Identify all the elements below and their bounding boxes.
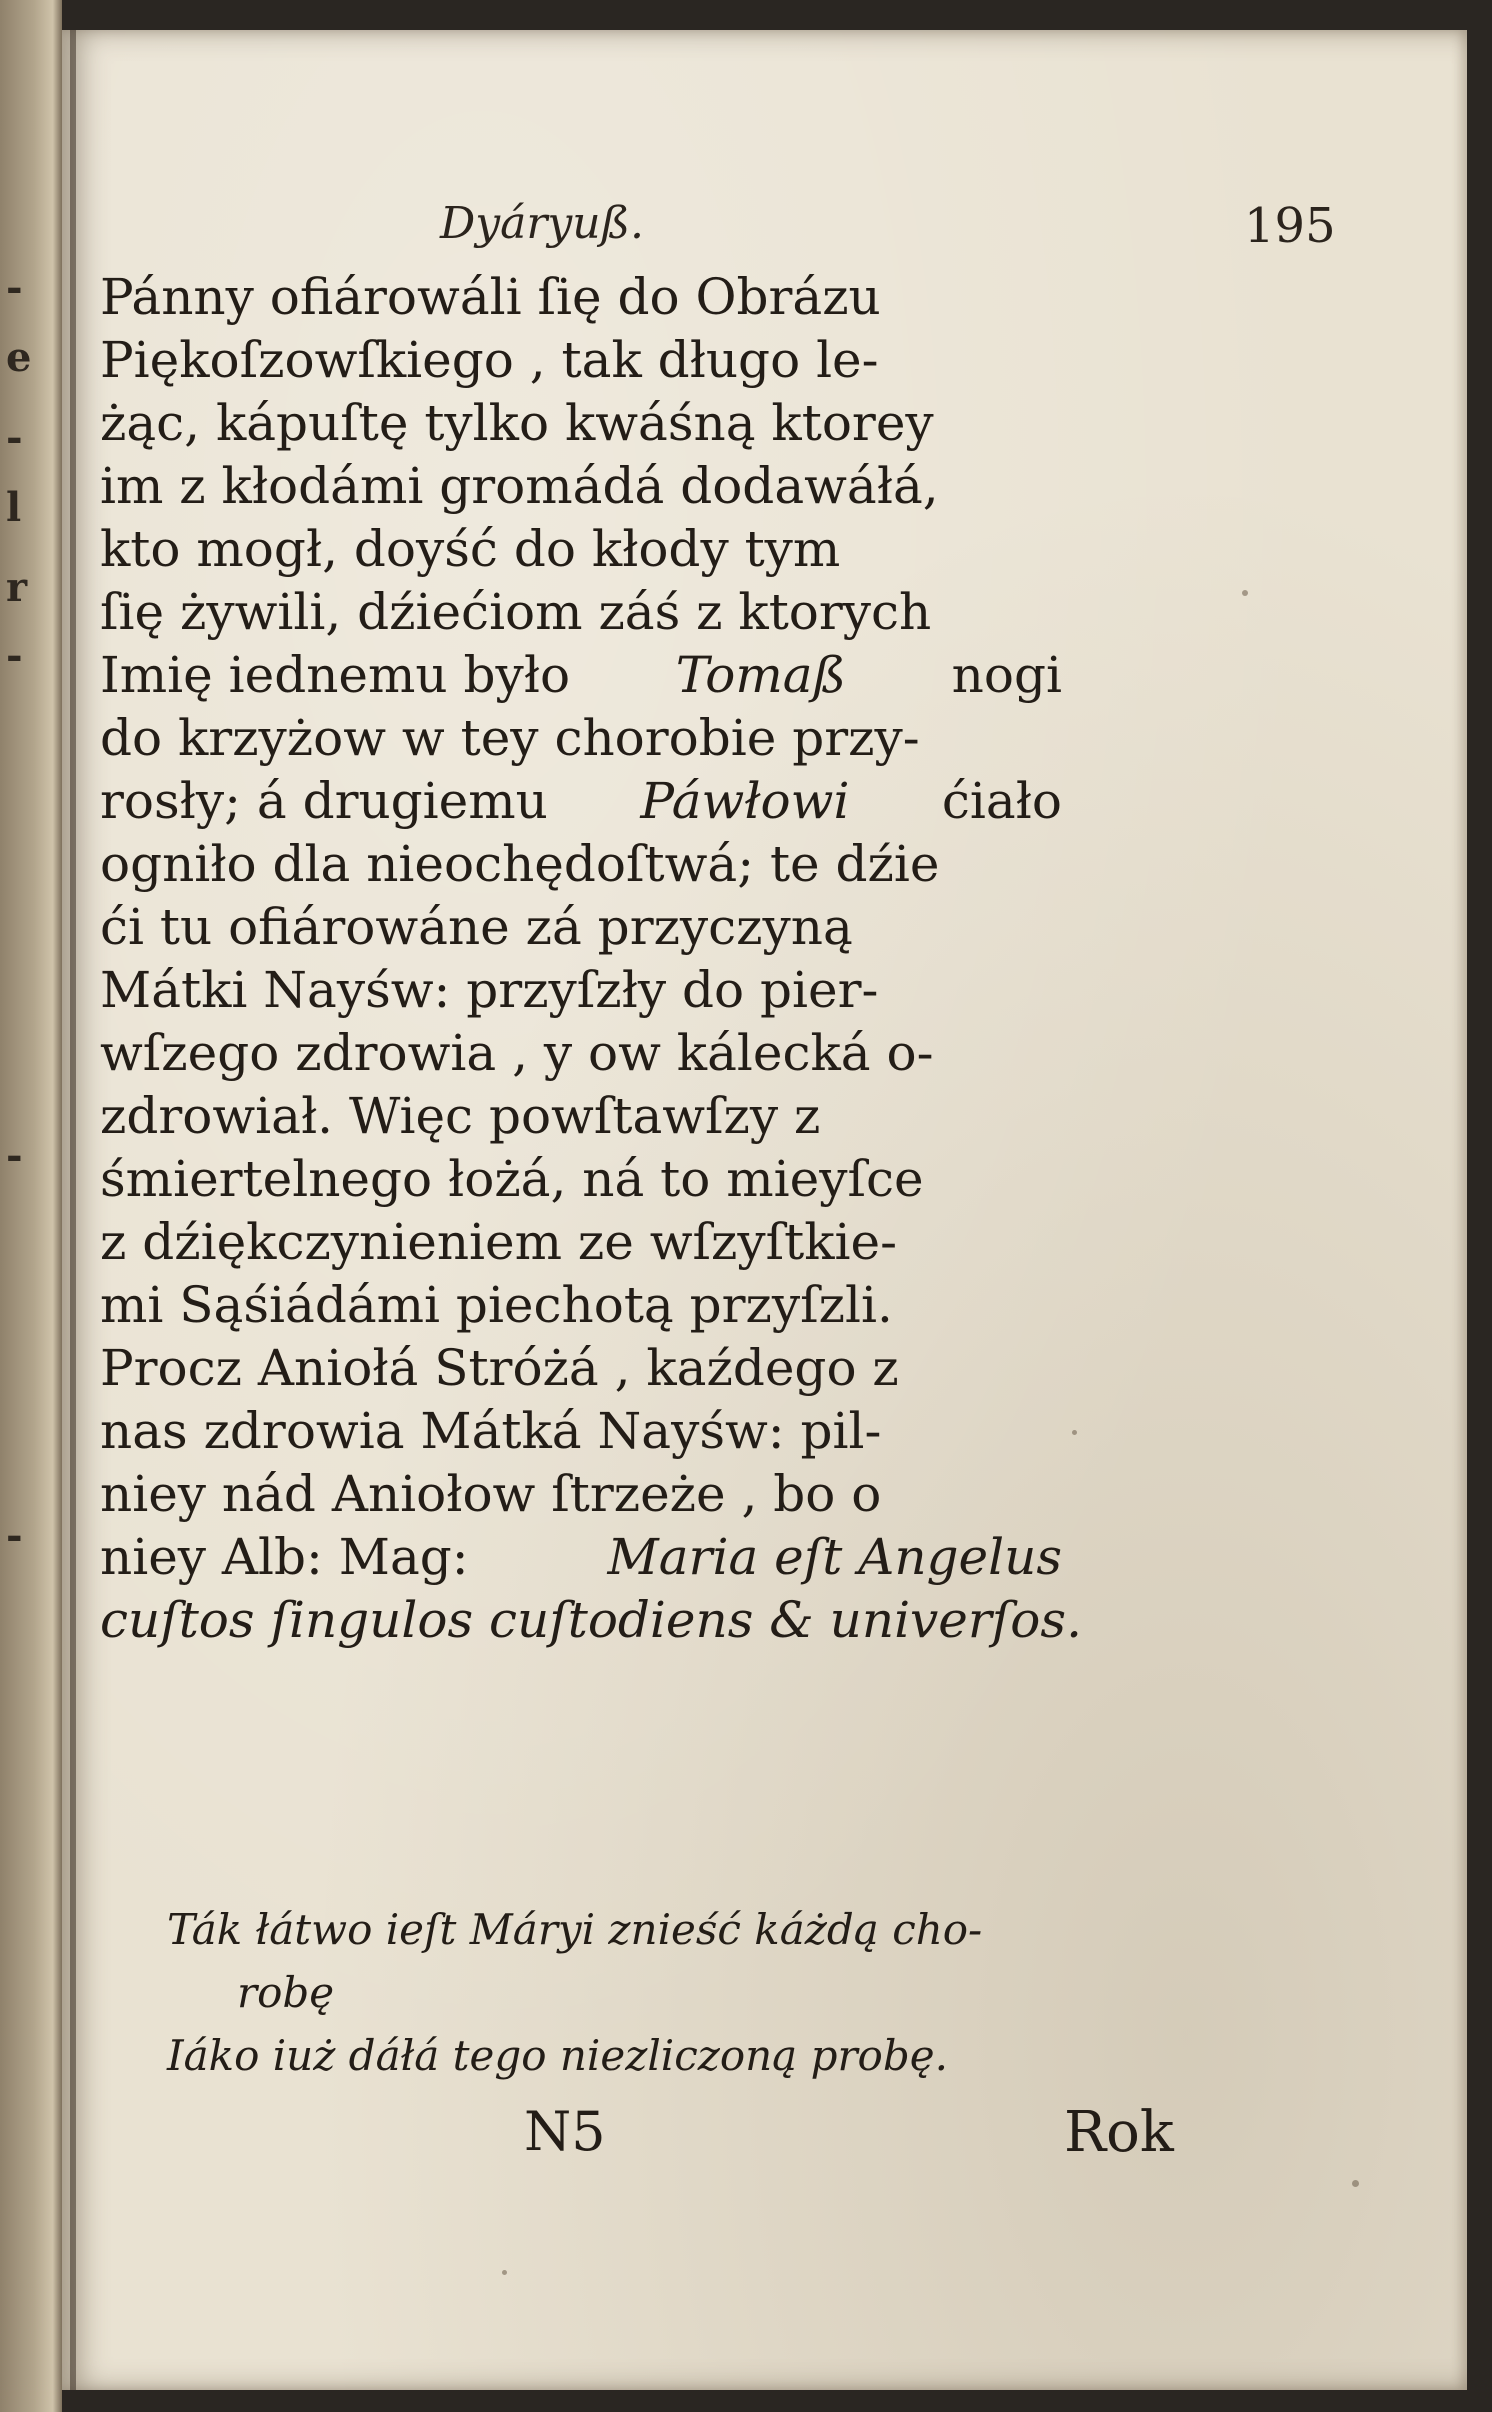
prev-page-mark: - xyxy=(6,632,23,679)
paper-speck xyxy=(1242,590,1248,596)
verse-line: Iáko iuż dáłá tego niezliczoną probę. xyxy=(167,2031,948,2080)
text-line: mi Sąśiádámi piechotą przyſzli. xyxy=(100,1276,893,1334)
text-line: ogniło dla nieochędoſtwá; te dźie xyxy=(100,835,940,893)
text-line: żąc, kápuſtę tylko kwáśną ktorey xyxy=(100,394,934,452)
signature-mark: N5 xyxy=(524,2100,606,2163)
verse-line: Ták łátwo ieſt Máryi znieść káżdą cho- xyxy=(167,1905,983,1954)
verse-couplet xyxy=(167,1900,1067,2089)
text-line: Pánny ofiárowáli ſię do Obrázu xyxy=(100,268,881,326)
paper-speck xyxy=(502,2270,507,2275)
text-line: kto mogł, doyść do kłody tym xyxy=(100,520,841,578)
text-line: Mátki Nayśw: przyſzły do pier- xyxy=(100,961,879,1019)
prev-page-mark: - xyxy=(6,414,23,461)
running-head: Dyáryuß. xyxy=(440,198,644,249)
text-line: niey nád Aniołow ſtrzeże , bo o xyxy=(100,1465,882,1523)
text-line: ći tu ofiárowáne zá przyczyną xyxy=(100,898,853,956)
prev-page-mark: l xyxy=(6,484,22,531)
previous-page-edge xyxy=(0,0,62,2412)
text-line: im z kłodámi gromádá dodawáłá, xyxy=(100,457,939,515)
page-number: 195 xyxy=(1244,198,1336,254)
catchword: Rok xyxy=(1064,2100,1174,2165)
text-line: zdrowiał. Więc powſtawſzy z xyxy=(100,1087,821,1145)
text-line xyxy=(100,1589,1082,1652)
prev-page-mark: - xyxy=(6,1132,23,1179)
prev-page-mark: - xyxy=(6,1512,23,1559)
text-line: rosły; á drugiemu Páwłowi ćiało xyxy=(100,770,1062,833)
text-line: niey Alb: Mag: Maria eſt Angelus xyxy=(100,1526,1062,1589)
text-line: do krzyżow w tey chorobie przy- xyxy=(100,709,920,767)
text-line: Procz Aniołá Stróżá , kaźdego z xyxy=(100,1339,899,1397)
text-line: wſzego zdrowia , y ow kálecká o- xyxy=(100,1024,934,1082)
page-gutter xyxy=(70,30,76,2390)
text-line: nas zdrowia Mátká Nayśw: pil- xyxy=(100,1402,882,1460)
latin-quote: Maria eſt Angelus xyxy=(607,1528,1062,1586)
body-paragraph xyxy=(100,266,1082,1652)
italic-name: Páwłowi xyxy=(640,772,850,830)
text-line: ſię żywili, dźiećiom záś z ktorych xyxy=(100,583,932,641)
text-line: Piękoſzowſkiego , tak długo le- xyxy=(100,331,879,389)
book-page xyxy=(62,30,1467,2390)
prev-page-mark: - xyxy=(6,264,23,311)
paper-speck xyxy=(1352,2180,1359,2187)
latin-quote: cuſtos ſingulos cuſtodiens & univerſos. xyxy=(100,1591,1082,1649)
text-line: śmiertelnego łożá, ná to mieyſce xyxy=(100,1150,924,1208)
verse-line: robę xyxy=(237,1968,335,2017)
italic-name: Tomaß xyxy=(675,646,846,704)
paper-speck xyxy=(1072,1430,1077,1435)
prev-page-mark: e xyxy=(6,334,32,381)
text-line: z dźiękczynieniem ze wſzyſtkie- xyxy=(100,1213,898,1271)
text-line: Imię iednemu było Tomaß nogi xyxy=(100,644,1062,707)
prev-page-mark: r xyxy=(6,564,28,611)
